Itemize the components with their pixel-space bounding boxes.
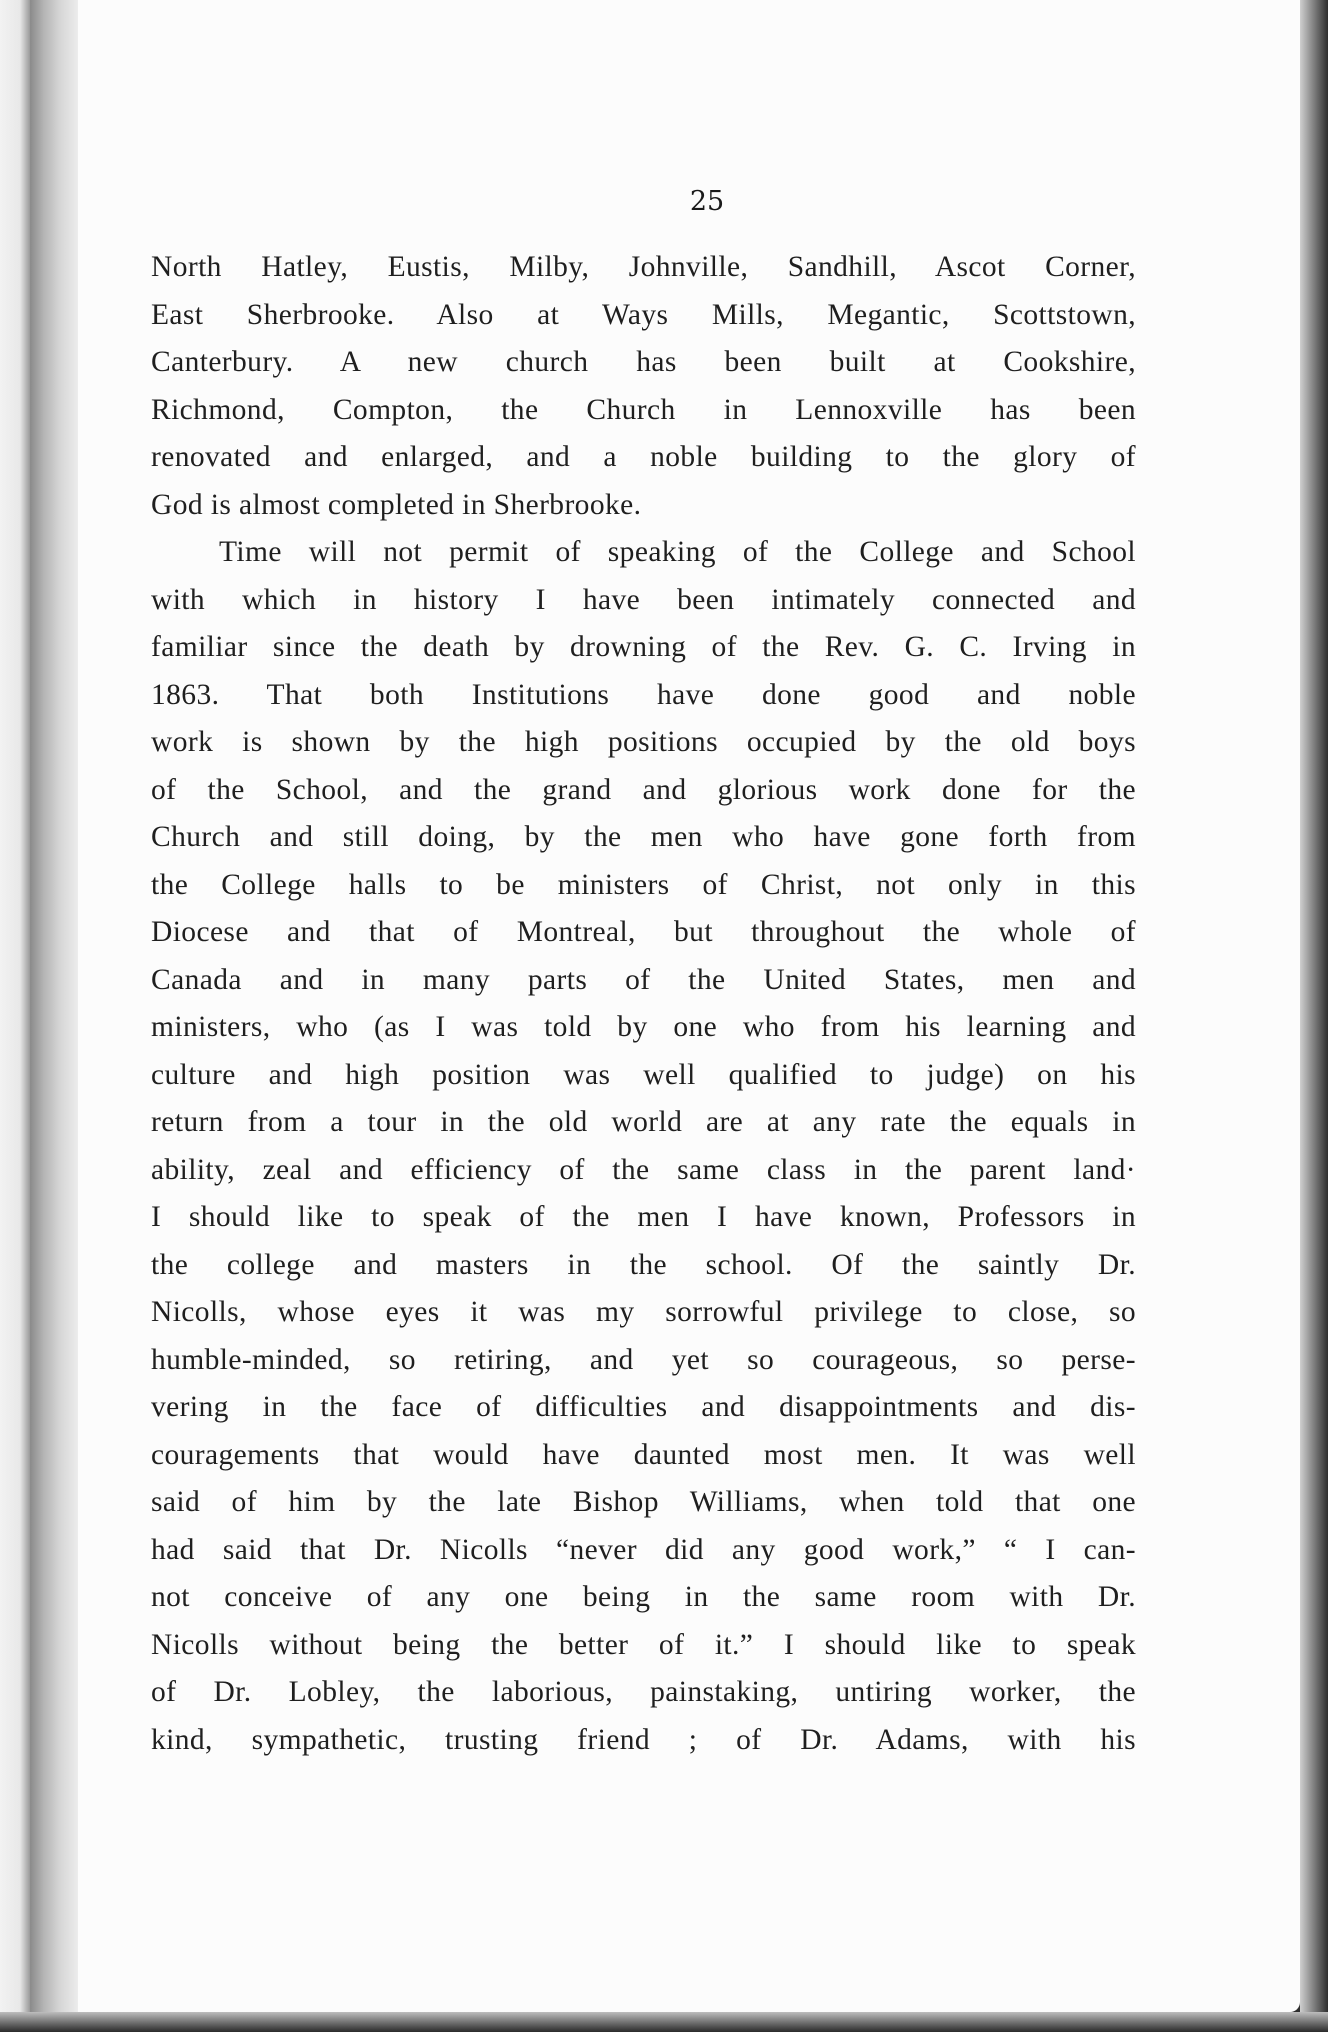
text-line: of the School, and the grand and glorious work done for the <box>151 773 1136 806</box>
right-page-edge <box>1300 0 1328 2032</box>
text-line: I should like to speak of the men I have known, Professors in <box>151 1201 1136 1233</box>
text-line: God is almost completed in Sherbrooke. <box>151 488 642 521</box>
bottom-page-edge <box>0 2012 1328 2032</box>
text-line: Canterbury. A new church has been built at Cookshire, <box>151 346 1136 378</box>
body-text <box>151 244 1136 1764</box>
text-line: Church and still doing, by the men who have gone forth from <box>151 821 1136 853</box>
book-page <box>78 0 1300 2012</box>
text-line: with which in history I have been intimately connected and <box>151 583 1136 616</box>
text-line: North Hatley, Eustis, Milby, Johnville, Sandhill, Ascot Corner, <box>151 251 1136 283</box>
text-line: renovated and enlarged, and a noble building to the glory of <box>151 441 1136 473</box>
text-line: Diocese and that of Montreal, but throughout the whole of <box>151 916 1136 948</box>
text-line: Time will not permit of speaking of the College and School <box>219 536 1136 568</box>
text-line: said of him by the late Bishop Williams, when told that one <box>151 1486 1136 1518</box>
text-line: the College halls to be ministers of Christ, not only in this <box>151 868 1136 901</box>
text-line: familiar since the death by drowning of the Rev. G. C. Irving in <box>151 631 1136 663</box>
text-line: Nicolls without being the better of it.” I should like to speak <box>151 1628 1136 1661</box>
text-line: 1863. That both Institutions have done good and noble <box>151 678 1136 711</box>
text-line: ministers, who (as I was told by one who from his learning and <box>151 1011 1136 1043</box>
book-gutter <box>30 0 78 2032</box>
text-line: humble-minded, so retiring, and yet so courageous, so perse- <box>151 1343 1136 1376</box>
text-line: return from a tour in the old world are at any rate the equals in <box>151 1106 1136 1138</box>
page-number: 25 <box>689 186 725 217</box>
text-line: Canada and in many parts of the United States, men and <box>151 963 1136 996</box>
text-line: not conceive of any one being in the same room with Dr. <box>151 1581 1136 1613</box>
text-line: kind, sympathetic, trusting friend ; of Dr. Adams, with his <box>151 1723 1136 1756</box>
text-line: vering in the face of difficulties and disappointments and dis- <box>151 1391 1136 1423</box>
text-line: work is shown by the high positions occupied by the old boys <box>151 726 1136 758</box>
text-line: Nicolls, whose eyes it was my sorrowful privilege to close, so <box>151 1296 1136 1328</box>
text-line: culture and high position was well qualified to judge) on his <box>151 1058 1136 1091</box>
left-page-edge <box>0 0 30 2032</box>
text-line: Richmond, Compton, the Church in Lennoxville has been <box>151 393 1136 426</box>
text-line: ability, zeal and efficiency of the same class in the parent land· <box>151 1153 1136 1186</box>
text-line: couragements that would have daunted most men. It was well <box>151 1438 1136 1471</box>
text-line: had said that Dr. Nicolls “never did any good work,” “ I can- <box>151 1533 1136 1566</box>
text-line: the college and masters in the school. Of the saintly Dr. <box>151 1248 1136 1281</box>
text-line: East Sherbrooke. Also at Ways Mills, Megantic, Scottstown, <box>151 298 1136 331</box>
text-line: of Dr. Lobley, the laborious, painstaking, untiring worker, the <box>151 1676 1136 1708</box>
